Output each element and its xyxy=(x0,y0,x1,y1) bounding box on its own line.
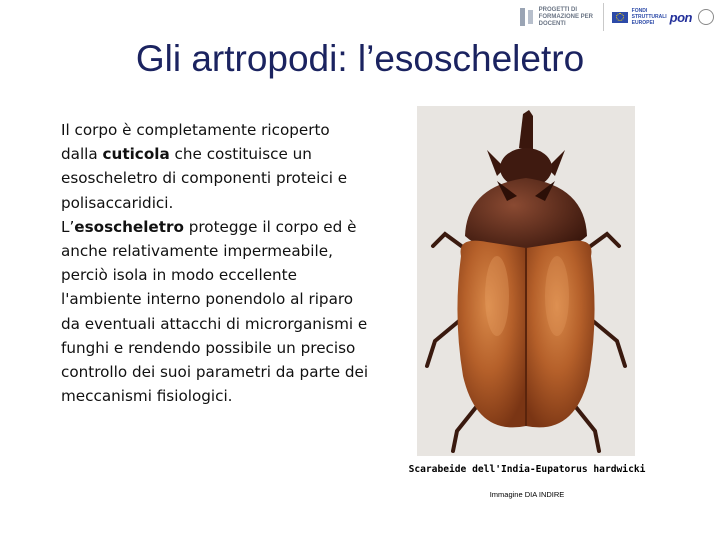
image-caption: Scarabeide dell'India-Eupatorus hardwicki xyxy=(408,464,646,475)
beetle-photo xyxy=(417,106,635,456)
body-text xyxy=(61,118,371,408)
formazione-logo-icon xyxy=(520,8,533,26)
term-esoscheletro: esoscheletro xyxy=(74,217,184,236)
header-logos xyxy=(520,2,714,32)
paragraph-cuticola: Il corpo è completamente ricoperto dalla cuticola che costituisce un esoscheletro di componenti proteici e polisaccaridici. xyxy=(61,121,348,212)
italian-republic-seal-icon xyxy=(698,9,714,25)
slide-title: Gli artropodi: l’esoscheletro xyxy=(135,38,585,79)
beetle-illustration xyxy=(417,106,635,456)
fondi-strutturali-text: FONDI STRUTTURALI EUROPEI xyxy=(631,8,667,26)
logo-divider xyxy=(603,3,604,31)
term-cuticola: cuticola xyxy=(102,145,170,164)
eu-flag-icon xyxy=(612,12,628,23)
image-credit: Immagine DIA INDIRE xyxy=(489,490,565,499)
pon-logo-text: pon xyxy=(669,9,692,25)
formazione-logo-text: PROGETTI DI FORMAZIONE PER DOCENTI xyxy=(538,6,594,27)
paragraph-esoscheletro: L’esoscheletro protegge il corpo ed è anche relativamente impermeabile, perciò isola in modo eccellente l'ambiente interno ponendolo al riparo da eventuali attacchi di microrganismi e funghi e rendendo possibile un preciso controllo dei suoi parametri da parte dei meccanismi fisiologici. xyxy=(61,217,369,406)
